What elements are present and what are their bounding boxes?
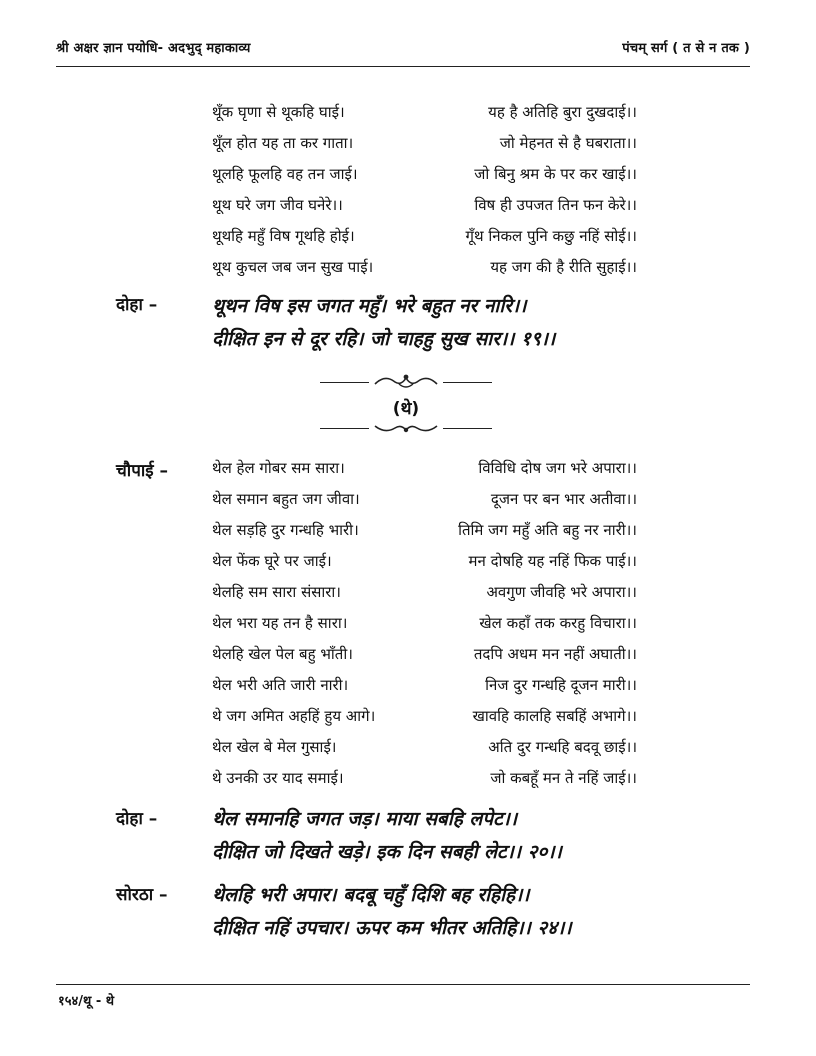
verse-line: थेलहि सम सारा संसारा। अवगुण जीवहि भरे अपारा।। xyxy=(212,583,637,601)
chaupai-label: चौपाई – xyxy=(116,461,169,481)
verse-line: थेल खेल बे मेल गुसाई। अति दुर गन्धहि बदवू छाई।। xyxy=(212,738,637,756)
verse-line: थूलहि फूलहि वह तन जाई। जो बिनु श्रम के पर कर खाई।। xyxy=(212,165,637,183)
sortha-label: सोरठा – xyxy=(116,885,168,905)
page-number: १५४/थू - थे xyxy=(58,994,115,1009)
flourish-icon xyxy=(369,420,443,440)
flourish-icon xyxy=(369,372,443,394)
sortha-line: थेलहि भरी अपार। बदबू चहुँ दिशि बह रहिहि।। xyxy=(212,884,530,906)
verse-line: थूथ कुचल जब जन सुख पाई। यह जग की है रीति सुहाई।। xyxy=(212,258,637,276)
verse-line: थूथ घरे जग जीव घनेरे।। विष ही उपजत तिन फन केरे।। xyxy=(212,196,637,214)
sortha-line: दीक्षित नहिं उपचार। ऊपर कम भीतर अतिहि।। २४।। xyxy=(212,917,572,939)
doha-line: दीक्षित जो दिखते खड़े। इक दिन सबही लेट।। २०।। xyxy=(212,841,562,863)
doha-block-1 xyxy=(212,290,697,356)
verse-block-1 xyxy=(212,97,637,283)
doha-label: दोहा – xyxy=(116,809,158,829)
doha-block-2 xyxy=(212,803,697,869)
chaupai-block xyxy=(212,453,637,794)
doha-line: दीक्षित इन से दूर रहि। जो चाहहु सुख सार।। १९।। xyxy=(212,328,556,350)
footer-rule xyxy=(56,984,750,985)
section-title: (थे) xyxy=(392,399,420,419)
book-title: श्री अक्षर ज्ञान पयोधि- अदभुद् महाकाव्य xyxy=(56,41,251,56)
verse-line: थेलहि खेल पेल बहु भाँती। तदपि अधम मन नहीं अघाती।। xyxy=(212,645,637,663)
verse-line: थेल भरी अति जारी नारी। निज दुर गन्धहि दूजन मारी।। xyxy=(212,676,637,694)
doha-line: थूथन विष इस जगत महुँ। भरे बहुत नर नारि।। xyxy=(212,295,527,317)
verse-line: थेल हेल गोबर सम सारा। विविधि दोष जग भरे अपारा।। xyxy=(212,459,637,477)
section-ornament xyxy=(320,372,492,440)
verse-line: थूथहि महुँ विष गूथहि होई। गूँथ निकल पुनि कछु नहिं सोई।। xyxy=(212,227,637,245)
page-header xyxy=(56,38,750,67)
verse-line: थेल भरा यह तन है सारा। खेल कहाँ तक करहु विचारा।। xyxy=(212,614,637,632)
verse-line: थेल सड़हि दुर गन्धहि भारी। तिमि जग महुँ अति बहु नर नारी।। xyxy=(212,521,637,539)
verse-line: थे उनकी उर याद समाई। जो कबहूँ मन ते नहिं जाई।। xyxy=(212,769,637,787)
doha-line: थेल समानहि जगत जड़। माया सबहि लपेट।। xyxy=(212,808,518,830)
doha-label: दोहा – xyxy=(116,295,158,315)
verse-line: थेल समान बहुत जग जीवा। दूजन पर बन भार अतीवा।। xyxy=(212,490,637,508)
verse-line: थूँक घृणा से थूकहि घाई। यह है अतिहि बुरा दुखदाई।। xyxy=(212,103,637,121)
verse-line: थे जग अमित अहहिं हुय आगे। खावहि कालहि सबहिं अभागे।। xyxy=(212,707,637,725)
sortha-block xyxy=(212,879,697,945)
chapter-title: पंचम् सर्ग ( त से न तक ) xyxy=(622,41,750,56)
verse-line: थेल फेंक घूरे पर जाई। मन दोषहि यह नहिं फिक पाई।। xyxy=(212,552,637,570)
verse-line: थूँल होत यह ता कर गाता। जो मेहनत से है घबराता।। xyxy=(212,134,637,152)
